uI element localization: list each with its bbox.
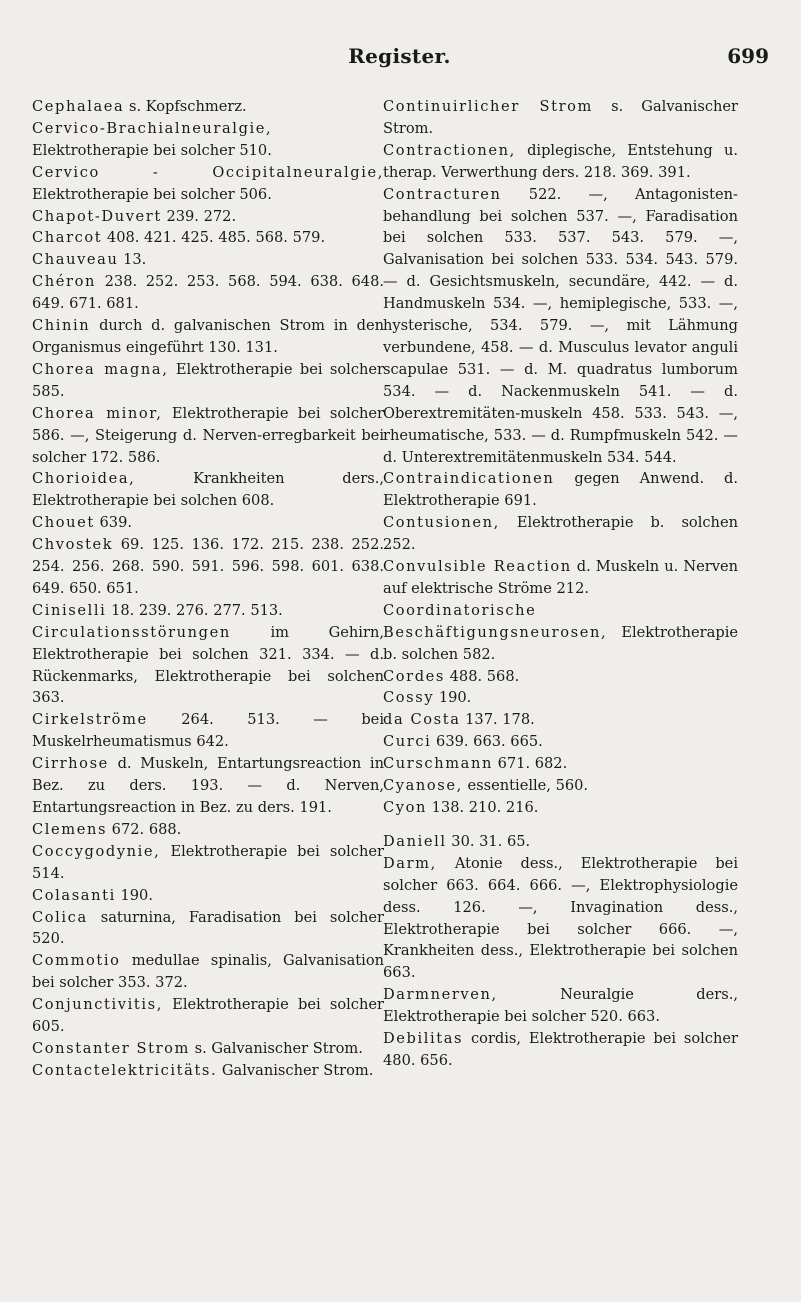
index-entry: [32, 819, 384, 841]
index-term: Chouet: [32, 514, 95, 532]
index-term: Chorea minor,: [32, 404, 163, 422]
index-entry: [32, 271, 384, 315]
index-text: Elektrotherapie bei solcher 586. —, Steigerung d. Nerven-erregbarkeit bei solcher 172. 586.: [32, 404, 385, 466]
index-term: Contraindicationen: [383, 470, 555, 488]
index-term: Conjunctivitis,: [32, 996, 163, 1014]
index-entry: [32, 96, 384, 118]
index-term: Chvostek: [32, 536, 114, 554]
index-text: 18. 239. 276. 277. 513.: [106, 601, 283, 619]
index-text: Atonie dess., Elektrotherapie bei solcher 663. 664. 666. —, Elektrophysiologie dess. 126. —, Invagination dess., Elektrotherapie bei solcher 666. —, Krankheiten dess., Elektrotherapie bei solchen 663.: [383, 854, 738, 982]
index-text: 488. 568.: [445, 667, 520, 685]
index-term: Darm,: [383, 854, 437, 872]
index-entry: [32, 359, 384, 403]
index-text: 408. 421. 425. 485. 568. 579.: [102, 229, 326, 247]
index-text: d. Muskeln, Entartungsreaction in Bez. zu ders. 193. — d. Nerven, Entartungsreaction in Bez. zu ders. 191.: [32, 755, 384, 816]
index-text: Galvanischer Strom.: [217, 1061, 374, 1079]
index-text: 238. 252. 253. 568. 594. 638. 648. 649. 671. 681.: [32, 273, 384, 313]
index-text: Elektrotherapie bei solcher 506.: [32, 185, 272, 203]
index-text: 639.: [94, 514, 132, 532]
index-text: Neuralgie ders., Elektrotherapie bei solcher 520. 663.: [383, 986, 738, 1026]
index-term: Cirkelströme: [32, 711, 148, 729]
index-term: Chinin: [32, 317, 91, 335]
index-text: Krankheiten ders., Elektrotherapie bei solchen 608.: [32, 470, 384, 510]
index-text: 69. 125. 136. 172. 215. 238. 252. 254. 256. 268. 590. 591. 596. 598. 601. 638. 649. 650. 651.: [32, 536, 384, 597]
index-text: essentielle, 560.: [462, 777, 589, 795]
index-text: im Gehirn, Elektrotherapie bei solchen 321. 334. — d. Rückenmarks, Elektrotherapie bei solchen 363.: [32, 623, 384, 707]
index-entry: [383, 512, 738, 556]
index-term: Cervico-Brachialneuralgie,: [32, 119, 273, 137]
index-entry: [32, 1038, 384, 1060]
index-text: Elektrotherapie b. solchen 582.: [383, 623, 738, 663]
index-term: Curschmann: [383, 755, 493, 773]
index-text: Elektrotherapie bei solcher 514.: [32, 842, 384, 882]
index-entry: [32, 315, 384, 359]
index-entry: [383, 556, 738, 600]
index-text: diplegische, Entstehung u. therap. Verwerthung ders. 218. 369. 391.: [383, 141, 738, 181]
index-text: medullae spinalis, Galvanisation bei solcher 353. 372.: [32, 952, 384, 992]
index-entry: [383, 753, 738, 775]
index-entry: [32, 841, 384, 885]
index-entry: [383, 140, 738, 184]
index-text: 190.: [115, 886, 153, 904]
index-entry: [383, 709, 738, 731]
index-term: Darmnerven,: [383, 986, 498, 1004]
index-entry: [32, 1060, 384, 1082]
page-number: 699: [727, 44, 769, 68]
index-entry: [32, 950, 384, 994]
index-term: Coordinatorische Beschäftigungsneurosen,: [383, 601, 608, 641]
index-text: d. Muskeln u. Nerven auf elektrische Ströme 212.: [383, 558, 738, 597]
index-term: Contusionen,: [383, 514, 500, 532]
index-text: durch d. galvanischen Strom in den Organismus eingeführt 130. 131.: [32, 317, 384, 356]
index-term: Contractionen,: [383, 141, 516, 159]
index-entry: [383, 1028, 738, 1072]
index-term: Cordes: [383, 667, 445, 685]
index-entry: [32, 249, 384, 271]
page-title: Register.: [348, 44, 451, 68]
index-entry: [383, 831, 738, 853]
index-text: gegen Anwend. d. Elektrotherapie 691.: [383, 470, 738, 510]
index-text: 13.: [118, 251, 147, 269]
index-entry: [32, 994, 384, 1038]
left-column: [32, 96, 384, 1082]
index-entry: [383, 853, 738, 984]
index-entry: [32, 206, 384, 228]
index-entry: [383, 687, 738, 709]
index-text: 671. 682.: [492, 755, 568, 773]
index-term: Cervico - Occipitalneuralgie,: [32, 163, 384, 181]
index-entry: [32, 227, 384, 249]
index-term: Charcot: [32, 229, 103, 247]
index-term: Coccygodynie,: [32, 842, 161, 860]
index-entry: [383, 984, 738, 1028]
index-entry: [32, 162, 384, 206]
index-text: s. Galvanischer Strom.: [189, 1039, 363, 1057]
page-header: [30, 44, 769, 72]
index-entry: [383, 731, 738, 753]
index-term: Curci: [383, 733, 432, 751]
index-term: Chorea magna,: [32, 360, 169, 378]
right-column: [383, 96, 738, 1072]
index-term: Constanter Strom: [32, 1039, 190, 1057]
index-term: Chorioidea,: [32, 470, 136, 488]
index-entry: [32, 118, 384, 162]
index-text: 30. 31. 65.: [446, 832, 531, 850]
index-term: Cephalaea: [32, 98, 125, 115]
index-entry: [32, 885, 384, 907]
index-term: Continuirlicher Strom: [383, 98, 593, 115]
index-entry: [383, 96, 738, 140]
index-entry: [32, 468, 384, 512]
index-term: Chéron: [32, 273, 96, 291]
index-entry: [383, 468, 738, 512]
index-text: 190.: [434, 689, 472, 707]
index-text: 639. 663. 665.: [431, 733, 543, 751]
index-term: Chauveau: [32, 251, 119, 269]
index-entry: [32, 512, 384, 534]
index-term: Daniell: [383, 832, 447, 850]
index-text: saturnina, Faradisation bei solcher 520.: [32, 908, 384, 948]
index-term: Cyon: [383, 799, 427, 816]
index-term: Clemens: [32, 820, 108, 838]
index-text: 264. 513. — bei Muskelrheumatismus 642.: [32, 711, 384, 751]
index-text: Elektrotherapie b. solchen 252.: [383, 514, 738, 554]
index-text: s. Kopfschmerz.: [124, 98, 247, 115]
index-term: Colasanti: [32, 886, 116, 904]
index-text: Elektrotherapie bei solcher 510.: [32, 141, 272, 159]
index-text: cordis, Elektrotherapie bei solcher 480. 656.: [383, 1030, 738, 1069]
index-term: Chapot-Duvert: [32, 207, 162, 225]
index-term: Ciniselli: [32, 601, 107, 619]
index-term: Debilitas: [383, 1030, 464, 1048]
index-text: Elektrotherapie bei solcher 605.: [32, 996, 384, 1036]
index-text: Elektrotherapie bei solcher 585.: [32, 360, 385, 400]
index-entry: [383, 666, 738, 688]
index-term: Contactelektricitäts.: [32, 1061, 218, 1079]
index-term: Circulationsstörungen: [32, 623, 231, 641]
index-entry: [32, 753, 384, 819]
index-term: Cirrhose: [32, 755, 109, 773]
index-entry: [32, 600, 384, 622]
index-entry: [32, 534, 384, 600]
index-entry: [383, 184, 738, 469]
index-text: 137. 178.: [460, 711, 535, 729]
index-text: 138. 210. 216.: [427, 799, 539, 816]
index-term: da Costa: [383, 711, 461, 729]
index-term: Contracturen: [383, 185, 502, 203]
index-text: 672. 688.: [107, 820, 182, 838]
index-text: 522. —, Antagonisten-behandlung bei solchen 537. —, Faradisation bei solchen 533. 537. 543. 579. —, Galvanisation bei solchen 533. 534. 543. 579. — d. Gesichtsmuskeln, secundäre, 442. — d. Handmuskeln 534. —, hemiplegische, 533. —, hysterische, 534. 579. —, mit Lähmung verbundene, 458. — d. Musculus levator anguli scapulae 531. — d. M. quadratus lumborum 534. — d. Nackenmuskeln 541. — d. Oberextremitäten-muskeln 458. 533. 543. —, rheumatische, 533. — d. Rumpfmuskeln 542. — d. Unterextremitätenmuskeln 534. 544.: [383, 185, 738, 466]
index-entry: [383, 600, 738, 666]
index-entry: [383, 775, 738, 797]
index-entry: [32, 907, 384, 951]
index-term: Cyanose,: [383, 777, 463, 795]
index-term: Convulsible Reaction: [383, 558, 572, 576]
index-term: Cossy: [383, 689, 435, 707]
index-term: Commotio: [32, 952, 121, 970]
index-term: Colica: [32, 908, 88, 926]
index-entry: [32, 622, 384, 710]
index-entry: [383, 797, 738, 819]
index-text: 239. 272.: [161, 207, 237, 225]
index-entry: [32, 403, 384, 469]
index-text: s. Galvanischer Strom.: [383, 98, 739, 137]
index-entry: [32, 709, 384, 753]
